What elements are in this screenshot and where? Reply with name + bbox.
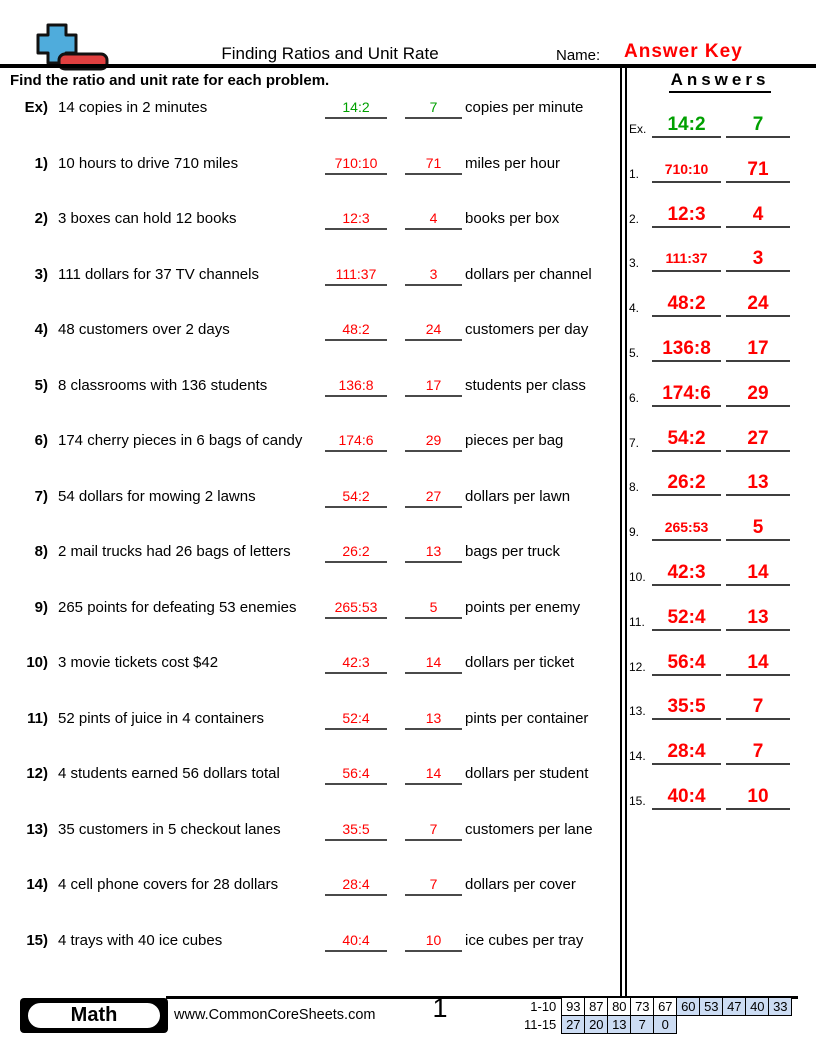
- answer-row: [629, 156, 813, 183]
- answers-title: Answers: [669, 70, 772, 93]
- problem-row: [10, 260, 620, 286]
- problem-row: [10, 315, 620, 341]
- ratio-answer: 48:2: [342, 321, 370, 337]
- rate-answer: 13: [425, 543, 442, 559]
- unit-label: copies per minute: [465, 99, 584, 116]
- answer-number: 2.: [629, 211, 640, 226]
- problem-row: [10, 648, 620, 674]
- answer-rate-blank: [726, 335, 790, 362]
- unit-label: students per class: [465, 376, 586, 394]
- problem-row: [10, 426, 620, 452]
- score-cell: 20: [585, 1016, 608, 1034]
- rate-blank: [405, 95, 462, 119]
- unit-label: points per enemy: [465, 598, 581, 616]
- page-title: Finding Ratios and Unit Rate: [221, 44, 439, 63]
- problem-text: 265 points for defeating 53 enemies: [58, 598, 297, 616]
- rate-answer: 17: [425, 376, 442, 393]
- problem-number: 13): [26, 820, 48, 838]
- answer-rate-value: 7: [752, 114, 764, 135]
- ratio-blank: [325, 595, 387, 619]
- answer-row: [629, 783, 813, 810]
- ratio-blank: [325, 95, 387, 119]
- ratio-answer: 54:2: [342, 487, 370, 504]
- rate-blank: [405, 317, 462, 341]
- score-cell: 80: [608, 998, 631, 1016]
- answers-panel-header: [627, 70, 813, 93]
- answer-row: [629, 469, 813, 496]
- header-divider: [0, 64, 816, 68]
- problem-text: 4 students earned 56 dollars total: [58, 765, 280, 782]
- rate-blank: [405, 484, 462, 508]
- answer-rate-blank: [726, 469, 790, 496]
- problem-number: 5): [34, 376, 48, 394]
- problem-row: [10, 704, 620, 730]
- answers-column-divider: [620, 64, 627, 996]
- answer-ratio-value: 111:37: [665, 250, 708, 267]
- rate-answer: 14: [425, 654, 442, 670]
- answer-rate-blank: [726, 425, 790, 452]
- answer-rate-value: 5: [752, 517, 764, 539]
- answer-rate-value: 17: [747, 338, 769, 359]
- answer-rate-blank: [726, 604, 790, 631]
- unit-label: miles per hour: [465, 154, 561, 172]
- rate-blank: [405, 595, 462, 619]
- unit-label: dollars per student: [465, 765, 589, 782]
- answer-rate-value: 4: [752, 203, 764, 225]
- score-cell: 7: [631, 1016, 654, 1034]
- problem-text: 4 cell phone covers for 28 dollars: [58, 876, 279, 893]
- score-cell: 53: [700, 998, 723, 1016]
- rate-blank: [405, 706, 462, 730]
- problem-number: 15): [26, 931, 48, 949]
- ratio-answer: 14:2: [342, 99, 370, 115]
- answer-rate-blank: [726, 111, 790, 138]
- answer-ratio-value: 42:3: [667, 562, 706, 583]
- score-cell: 87: [585, 998, 608, 1016]
- ratio-answer: 12:3: [342, 210, 370, 226]
- answer-ratio-value: 54:2: [667, 427, 706, 449]
- score-cell: 33: [769, 998, 792, 1016]
- ratio-answer: 42:3: [342, 654, 370, 670]
- answer-row: [629, 514, 813, 541]
- problem-text: 4 trays with 40 ice cubes: [58, 931, 223, 949]
- problem-text: 48 customers over 2 days: [58, 321, 230, 338]
- rate-blank: [405, 539, 462, 563]
- ratio-blank: [325, 539, 387, 563]
- answer-ratio-value: 40:4: [667, 786, 706, 807]
- subject-label: Math: [26, 1001, 162, 1030]
- answer-ratio-value: 174:6: [662, 382, 711, 404]
- problem-text: 111 dollars for 37 TV channels: [58, 265, 259, 283]
- rate-blank: [405, 373, 462, 397]
- answer-number: 15.: [629, 794, 646, 808]
- ratio-answer: 52:4: [342, 709, 370, 726]
- score-row-label: 1-10: [530, 999, 557, 1014]
- answer-number: 13.: [629, 704, 646, 719]
- ratio-answer: 26:2: [342, 543, 370, 559]
- answer-ratio-blank: [652, 380, 721, 407]
- answer-rate-blank: [726, 514, 790, 541]
- problem-number: 8): [34, 543, 48, 560]
- score-row-label: 11-15: [524, 1017, 557, 1032]
- answer-ratio-blank: [652, 290, 721, 317]
- answer-ratio-value: 14:2: [667, 114, 706, 135]
- score-cell: 27: [562, 1016, 585, 1034]
- answer-rate-value: 14: [747, 651, 769, 673]
- answer-number: 1.: [629, 166, 640, 181]
- problem-text: 3 boxes can hold 12 books: [58, 210, 237, 227]
- problem-text: 10 hours to drive 710 miles: [58, 154, 239, 172]
- answer-ratio-blank: [652, 783, 721, 810]
- answer-row: [629, 559, 813, 586]
- unit-label: customers per lane: [465, 820, 593, 838]
- problem-text: 3 movie tickets cost $42: [58, 654, 219, 671]
- score-row: [524, 1016, 792, 1034]
- answer-rate-blank: [726, 245, 790, 272]
- answer-row: [629, 111, 813, 138]
- score-cell: 40: [746, 998, 769, 1016]
- rate-answer: 13: [425, 709, 442, 726]
- problem-row: [10, 926, 620, 952]
- ratio-blank: [325, 484, 387, 508]
- problem-row: [10, 537, 620, 563]
- problem-number: Ex): [24, 99, 48, 116]
- answer-rate-blank: [726, 649, 790, 676]
- problem-row: [10, 815, 620, 841]
- answer-number: 11.: [629, 614, 645, 629]
- rate-answer: 7: [429, 99, 438, 115]
- answer-key-label: Answer Key: [624, 41, 743, 62]
- answer-rate-blank: [726, 783, 790, 810]
- problem-number: 11): [27, 709, 48, 727]
- rate-answer: 29: [425, 432, 442, 448]
- answer-ratio-value: 12:3: [667, 203, 706, 225]
- problem-number: 10): [26, 654, 48, 671]
- answer-ratio-blank: [652, 604, 721, 631]
- problem-number: 1): [34, 154, 48, 172]
- score-cell: 60: [677, 998, 700, 1016]
- answer-ratio-blank: [652, 469, 721, 496]
- unit-label: dollars per ticket: [465, 654, 575, 671]
- answer-rate-value: 71: [747, 158, 769, 180]
- rate-answer: 10: [425, 931, 442, 948]
- ratio-blank: [325, 817, 387, 841]
- answer-row: [629, 335, 813, 362]
- answer-rate-value: 7: [752, 741, 764, 763]
- problem-row: [10, 93, 620, 119]
- unit-label: ice cubes per tray: [465, 931, 584, 949]
- ratio-blank: [325, 317, 387, 341]
- problem-text: 14 copies in 2 minutes: [58, 99, 208, 116]
- answer-ratio-value: 265:53: [664, 519, 709, 536]
- answer-rate-value: 13: [747, 606, 769, 628]
- answer-rate-blank: [726, 380, 790, 407]
- unit-label: pints per container: [465, 709, 589, 727]
- problem-text: 35 customers in 5 checkout lanes: [58, 820, 281, 838]
- answer-ratio-blank: [652, 514, 721, 541]
- answer-number: 7.: [629, 435, 640, 450]
- answer-ratio-blank: [652, 559, 721, 586]
- answer-row: [629, 738, 813, 765]
- ratio-answer: 111:37: [335, 265, 377, 282]
- rate-answer: 14: [425, 765, 442, 781]
- score-cell: 0: [654, 1016, 677, 1034]
- answer-ratio-value: 48:2: [667, 293, 706, 315]
- answer-ratio-value: 35:5: [667, 696, 706, 718]
- answer-number: 6.: [629, 390, 640, 405]
- rate-blank: [405, 262, 462, 286]
- unit-label: dollars per lawn: [465, 487, 571, 505]
- problem-text: 54 dollars for mowing 2 lawns: [58, 487, 256, 505]
- ratio-blank: [325, 151, 387, 175]
- score-cell: 67: [654, 998, 677, 1016]
- problem-row: [10, 482, 620, 508]
- rate-blank: [405, 817, 462, 841]
- answer-rate-value: 13: [747, 472, 769, 494]
- rate-answer: 5: [429, 598, 438, 615]
- rate-answer: 7: [429, 876, 438, 892]
- answer-rate-blank: [726, 156, 790, 183]
- answer-ratio-blank: [652, 738, 721, 765]
- unit-label: dollars per channel: [465, 265, 592, 283]
- score-row: [524, 998, 792, 1016]
- score-cell: 47: [723, 998, 746, 1016]
- answer-ratio-value: 136:8: [662, 338, 711, 359]
- rate-blank: [405, 928, 462, 952]
- problem-number: 12): [26, 765, 48, 782]
- problem-row: [10, 870, 620, 896]
- rate-answer: 4: [429, 210, 438, 226]
- name-label: Name:: [556, 47, 601, 64]
- answer-rate-value: 14: [747, 562, 769, 583]
- rate-blank: [405, 761, 462, 785]
- answer-ratio-blank: [652, 201, 721, 228]
- answer-ratio-value: 710:10: [664, 160, 709, 177]
- unit-label: customers per day: [465, 321, 589, 338]
- ratio-blank: [325, 373, 387, 397]
- rate-answer: 24: [425, 321, 442, 337]
- score-cell: 93: [562, 998, 585, 1016]
- answer-number: 5.: [629, 346, 640, 360]
- answer-row: [629, 693, 813, 720]
- rate-blank: [405, 151, 462, 175]
- answer-rate-blank: [726, 201, 790, 228]
- answer-rate-blank: [726, 693, 790, 720]
- ratio-answer: 28:4: [342, 876, 370, 892]
- score-cell: 73: [631, 998, 654, 1016]
- answer-number: 12.: [629, 659, 646, 674]
- instruction-text: Find the ratio and unit rate for each problem.: [10, 72, 330, 89]
- ratio-answer: 710:10: [334, 154, 378, 171]
- score-cell: 13: [608, 1016, 631, 1034]
- problem-text: 8 classrooms with 136 students: [58, 376, 268, 394]
- unit-label: pieces per bag: [465, 432, 564, 449]
- answer-rate-value: 27: [747, 427, 769, 449]
- answer-ratio-blank: [652, 649, 721, 676]
- ratio-answer: 174:6: [338, 432, 374, 448]
- rate-answer: 71: [425, 154, 442, 171]
- rate-blank: [405, 650, 462, 674]
- rate-blank: [405, 206, 462, 230]
- problem-number: 14): [26, 876, 48, 893]
- ratio-answer: 35:5: [342, 820, 370, 837]
- answer-ratio-blank: [652, 693, 721, 720]
- answer-ratio-blank: [652, 111, 721, 138]
- rate-blank: [405, 428, 462, 452]
- page-number: 1: [432, 993, 448, 1023]
- ratio-blank: [325, 706, 387, 730]
- answer-ratio-blank: [652, 425, 721, 452]
- answer-ratio-blank: [652, 156, 721, 183]
- answer-row: [629, 201, 813, 228]
- answer-rate-value: 3: [752, 248, 764, 270]
- answer-ratio-blank: [652, 335, 721, 362]
- answer-row: [629, 380, 813, 407]
- problem-row: [10, 204, 620, 230]
- problem-number: 3): [34, 265, 48, 283]
- problem-row: [10, 149, 620, 175]
- answer-row: [629, 425, 813, 452]
- problem-text: 2 mail trucks had 26 bags of letters: [58, 543, 291, 560]
- website-link: www.CommonCoreSheets.com: [174, 1007, 376, 1023]
- answer-rate-blank: [726, 559, 790, 586]
- answer-ratio-value: 52:4: [667, 606, 706, 628]
- ratio-blank: [325, 206, 387, 230]
- ratio-blank: [325, 428, 387, 452]
- answer-row: [629, 290, 813, 317]
- answer-rate-blank: [726, 290, 790, 317]
- unit-label: books per box: [465, 210, 560, 227]
- ratio-blank: [325, 262, 387, 286]
- answer-row: [629, 245, 813, 272]
- answer-number: 4.: [629, 301, 640, 316]
- unit-label: dollars per cover: [465, 876, 576, 893]
- answer-rate-value: 24: [747, 293, 769, 315]
- answer-ratio-value: 56:4: [667, 651, 706, 673]
- answer-ratio-value: 28:4: [667, 741, 706, 763]
- ratio-blank: [325, 872, 387, 896]
- ratio-blank: [325, 650, 387, 674]
- answer-number: 10.: [629, 570, 646, 584]
- ratio-blank: [325, 761, 387, 785]
- answer-rate-value: 7: [752, 696, 764, 718]
- subject-badge: [20, 998, 168, 1033]
- answer-rate-value: 10: [747, 786, 769, 807]
- problem-row: [10, 593, 620, 619]
- unit-label: bags per truck: [465, 543, 561, 560]
- problem-number: 2): [34, 210, 48, 227]
- problem-row: [10, 759, 620, 785]
- problem-text: 52 pints of juice in 4 containers: [58, 709, 264, 727]
- rate-answer: 3: [429, 265, 438, 282]
- problem-number: 7): [34, 487, 48, 505]
- answer-row: [629, 649, 813, 676]
- problem-number: 4): [34, 321, 48, 338]
- answer-row: [629, 604, 813, 631]
- ratio-blank: [325, 928, 387, 952]
- problem-text: 174 cherry pieces in 6 bags of candy: [58, 432, 303, 449]
- problem-number: 6): [34, 432, 48, 449]
- answer-number: Ex.: [629, 122, 647, 136]
- problem-number: 9): [34, 598, 48, 616]
- answer-number: 3.: [629, 256, 640, 271]
- ratio-answer: 40:4: [342, 931, 370, 948]
- score-table: [524, 997, 792, 1034]
- answer-number: 9.: [629, 525, 640, 540]
- answer-number: 14.: [629, 749, 646, 764]
- rate-answer: 27: [425, 487, 442, 504]
- answer-number: 8.: [629, 480, 640, 495]
- ratio-answer: 265:53: [334, 598, 378, 615]
- ratio-answer: 56:4: [342, 765, 370, 781]
- answer-ratio-value: 26:2: [667, 472, 706, 494]
- answer-rate-blank: [726, 738, 790, 765]
- problem-row: [10, 371, 620, 397]
- answer-ratio-blank: [652, 245, 721, 272]
- rate-answer: 7: [429, 820, 438, 837]
- rate-blank: [405, 872, 462, 896]
- answer-rate-value: 29: [747, 382, 769, 404]
- ratio-answer: 136:8: [338, 376, 374, 393]
